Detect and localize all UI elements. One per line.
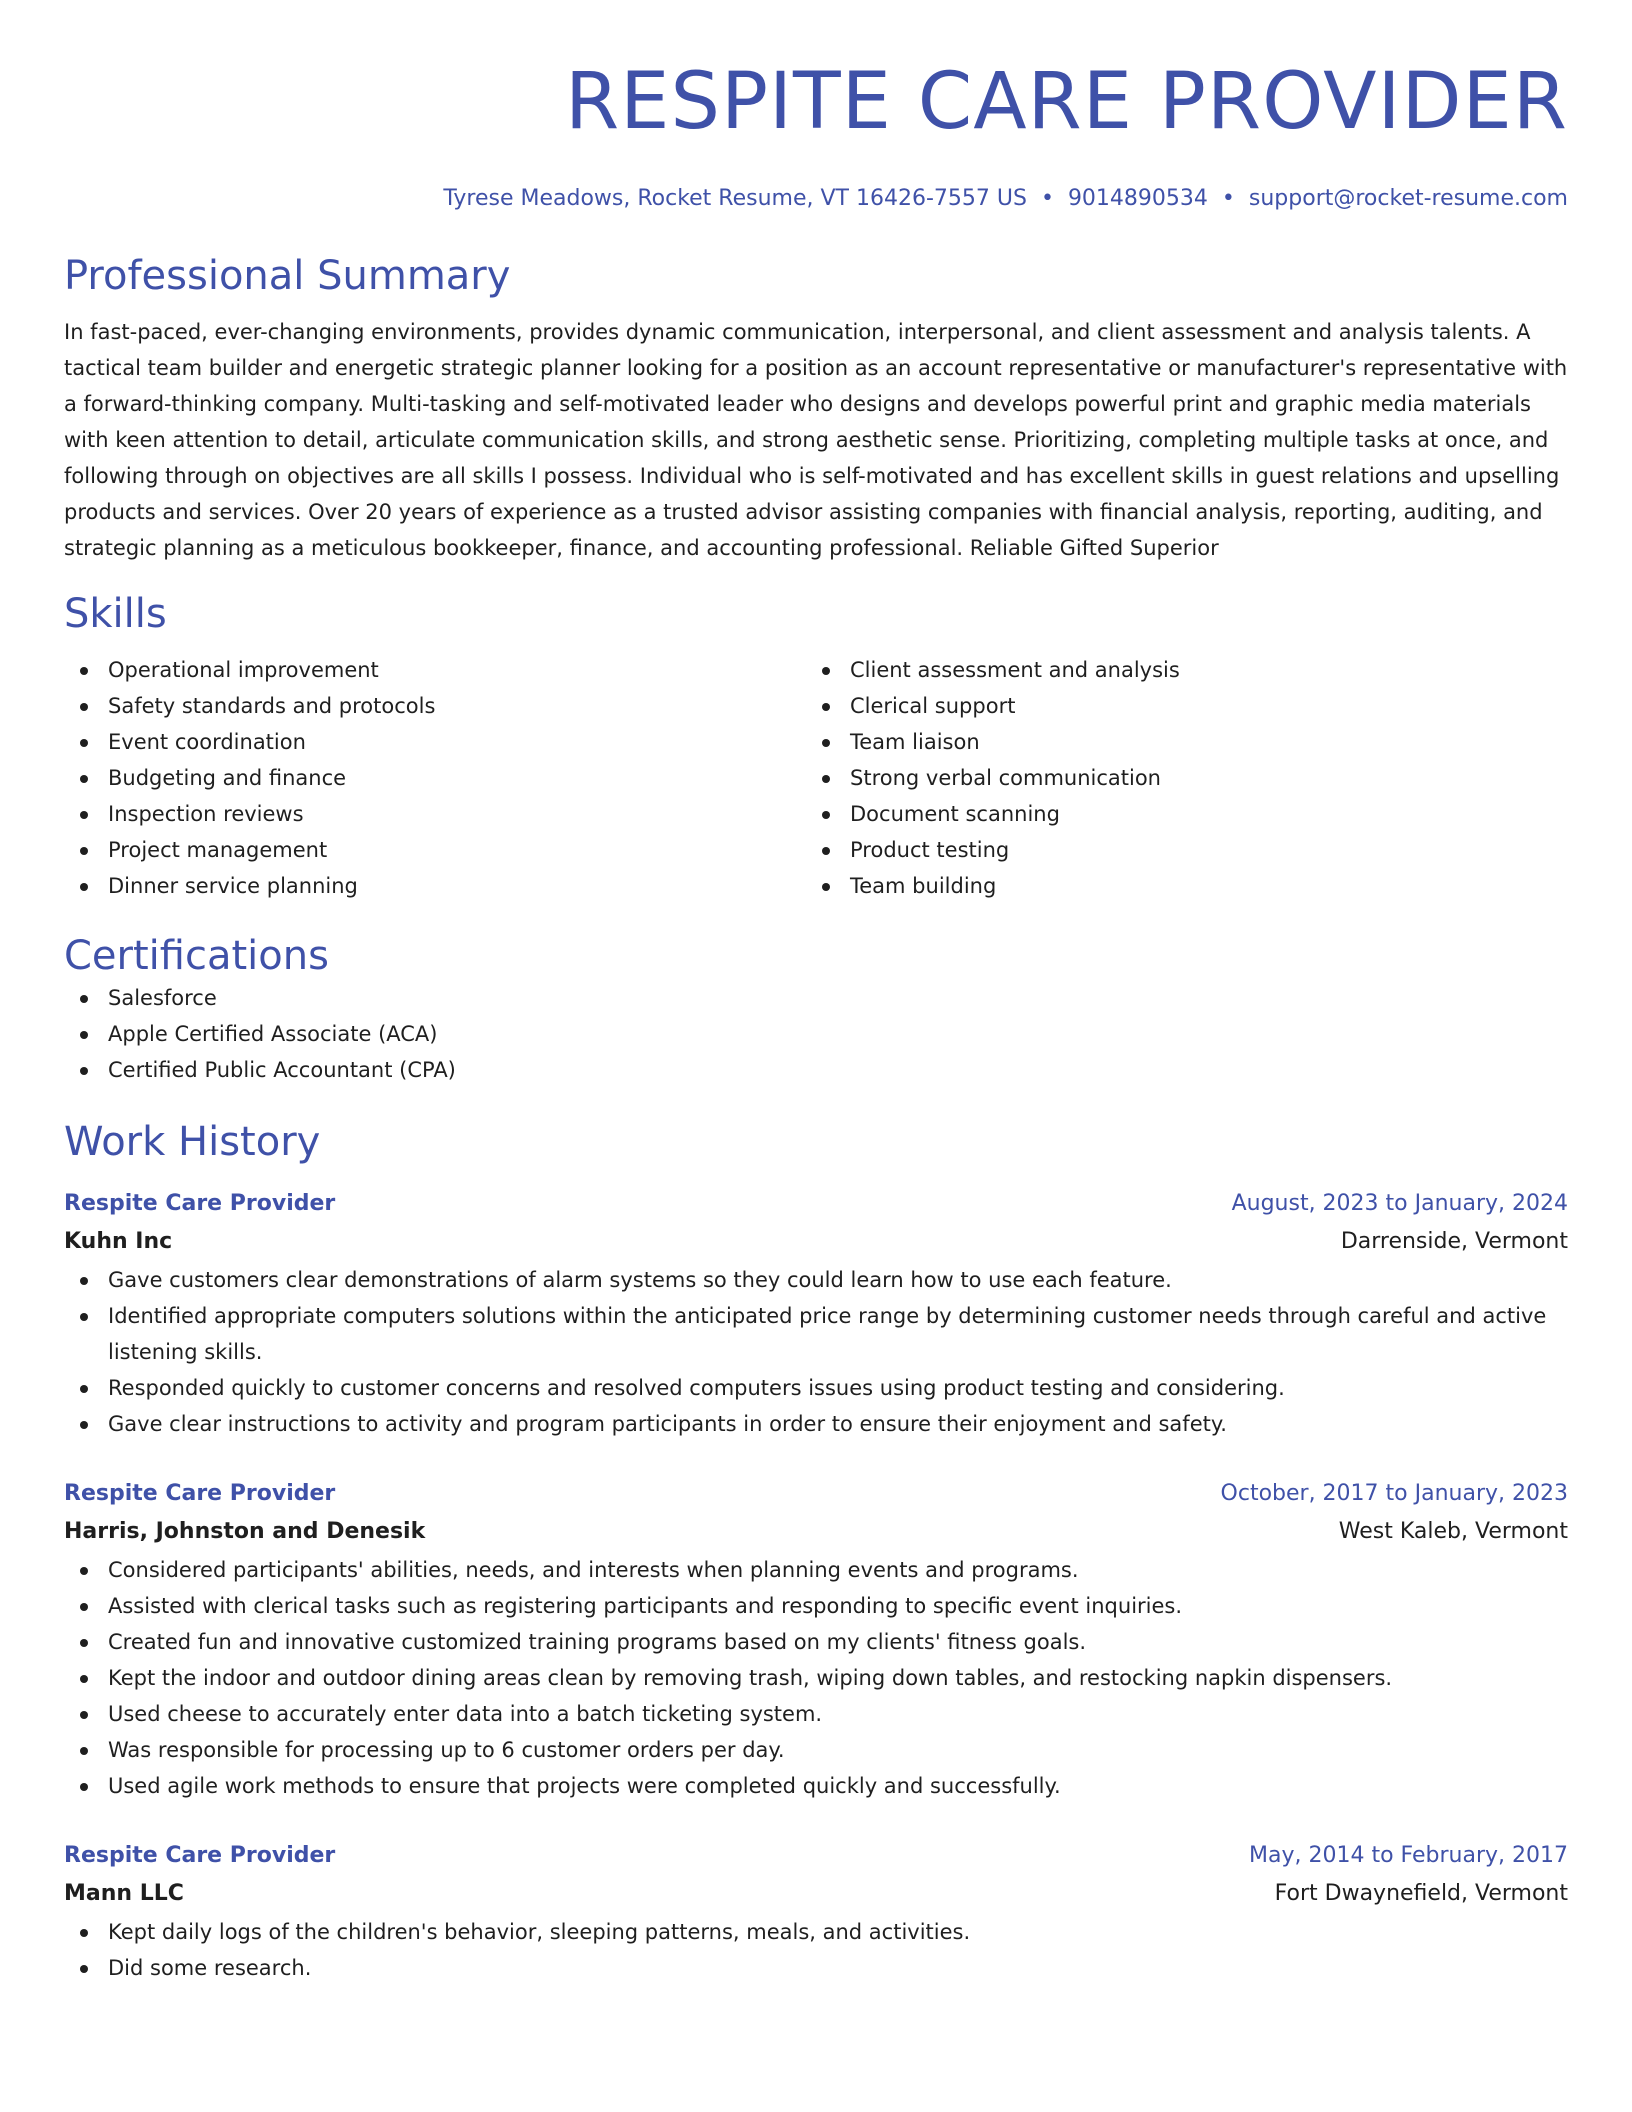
job-title: Respite Care Provider [64, 1191, 336, 1216]
skill-item: Event coordination [64, 724, 806, 760]
skill-item: Team liaison [806, 724, 1548, 760]
contact-separator: • [1040, 186, 1054, 211]
job-header-row [64, 1838, 1568, 1874]
job-bullets [64, 1262, 1568, 1442]
job-bullet: Assisted with clerical tasks such as registering participants and responding to specific event inquiries. [64, 1588, 1568, 1624]
job-bullet: Responded quickly to customer concerns and resolved computers issues using product testing and considering. [64, 1370, 1568, 1406]
certifications-heading: Certifications [64, 933, 329, 979]
skills-heading: Skills [64, 591, 167, 637]
job-entry [64, 1838, 1568, 1986]
skills-column-left [64, 652, 806, 904]
skill-item: Client assessment and analysis [806, 652, 1548, 688]
skill-item: Clerical support [806, 688, 1548, 724]
contact-phone: 9014890534 [1067, 186, 1208, 211]
summary-text: In fast-paced, ever-changing environments, provides dynamic communication, interpersonal, and client assessment and analysis talents. A tactical team builder and energetic strategic planner looking for a position as an account representative or manufacturer's representative with a forward-thinking company. Multi-tasking and self-motivated leader who designs and develops powerful print and graphic media materials with keen attention to detail, articulate communication skills, and strong aesthetic sense. Prioritizing, completing multiple tasks at once, and following through on objectives are all skills I possess. Individual who is self-motivated and has excellent skills in guest relations and upselling products and services. Over 20 years of experience as a trusted advisor assisting companies with financial analysis, reporting, auditing, and strategic planning as a meticulous bookkeeper, finance, and accounting professional. Reliable Gifted Superior [64, 320, 1568, 560]
certification-item: Certified Public Accountant (CPA) [64, 1052, 1568, 1088]
job-company-row [64, 1512, 1568, 1552]
skills-list-right [806, 652, 1548, 904]
contact-email[interactable]: support@rocket-resume.com [1248, 186, 1568, 211]
job-title: Respite Care Provider [64, 1481, 336, 1506]
job-bullet: Kept the indoor and outdoor dining areas clean by removing trash, wiping down tables, and restocking napkin dispensers. [64, 1660, 1568, 1696]
skill-item: Product testing [806, 832, 1548, 868]
job-company-row [64, 1874, 1568, 1914]
job-bullet: Was responsible for processing up to 6 customer orders per day. [64, 1732, 1568, 1768]
skill-item: Dinner service planning [64, 868, 806, 904]
job-bullet: Considered participants' abilities, needs, and interests when planning events and programs. [64, 1552, 1568, 1588]
skill-item: Strong verbal communication [806, 760, 1548, 796]
job-bullets [64, 1552, 1568, 1804]
job-location: Darrenside, Vermont [1340, 1229, 1568, 1254]
skill-item: Inspection reviews [64, 796, 806, 832]
job-location: West Kaleb, Vermont [1338, 1519, 1568, 1544]
skills-grid [64, 652, 1568, 904]
skill-item: Project management [64, 832, 806, 868]
job-entry [64, 1476, 1568, 1804]
job-bullet: Gave clear instructions to activity and program participants in order to ensure their enjoyment and safety. [64, 1406, 1568, 1442]
job-location: Fort Dwaynefield, Vermont [1274, 1881, 1568, 1906]
job-bullet: Gave customers clear demonstrations of alarm systems so they could learn how to use each feature. [64, 1262, 1568, 1298]
skill-item: Document scanning [806, 796, 1548, 832]
work-history-heading: Work History [64, 1119, 321, 1165]
job-bullet: Created fun and innovative customized training programs based on my clients' fitness goals. [64, 1624, 1568, 1660]
job-bullet: Used cheese to accurately enter data into a batch ticketing system. [64, 1696, 1568, 1732]
summary-heading: Professional Summary [64, 253, 511, 299]
skill-item: Operational improvement [64, 652, 806, 688]
job-entry [64, 1186, 1568, 1442]
job-dates: May, 2014 to February, 2017 [1249, 1843, 1568, 1868]
job-header-row [64, 1186, 1568, 1222]
skills-column-right [806, 652, 1548, 904]
job-bullet: Identified appropriate computers solutions within the anticipated price range by determining customer needs through careful and active listening skills. [64, 1298, 1568, 1370]
skill-item: Team building [806, 868, 1548, 904]
contact-line [64, 184, 1568, 214]
job-company: Harris, Johnston and Denesik [64, 1519, 426, 1544]
job-dates: August, 2023 to January, 2024 [1231, 1191, 1568, 1216]
job-company: Mann LLC [64, 1881, 184, 1906]
job-bullets [64, 1914, 1568, 1986]
contact-address: Tyrese Meadows, Rocket Resume, VT 16426-7557 US [443, 186, 1027, 211]
job-company: Kuhn Inc [64, 1229, 173, 1254]
contact-separator: • [1221, 186, 1235, 211]
job-bullet: Did some research. [64, 1950, 1568, 1986]
job-dates: October, 2017 to January, 2023 [1220, 1481, 1568, 1506]
job-company-row [64, 1222, 1568, 1262]
certification-item: Salesforce [64, 980, 1568, 1016]
job-bullet: Used agile work methods to ensure that projects were completed quickly and successfully. [64, 1768, 1568, 1804]
resume-title: RESPITE CARE PROVIDER [564, 57, 1568, 147]
job-bullet: Kept daily logs of the children's behavior, sleeping patterns, meals, and activities. [64, 1914, 1568, 1950]
skills-list-left [64, 652, 806, 904]
skill-item: Safety standards and protocols [64, 688, 806, 724]
certification-item: Apple Certified Associate (ACA) [64, 1016, 1568, 1052]
certifications-list [64, 980, 1568, 1088]
job-title: Respite Care Provider [64, 1843, 336, 1868]
job-header-row [64, 1476, 1568, 1512]
skill-item: Budgeting and finance [64, 760, 806, 796]
